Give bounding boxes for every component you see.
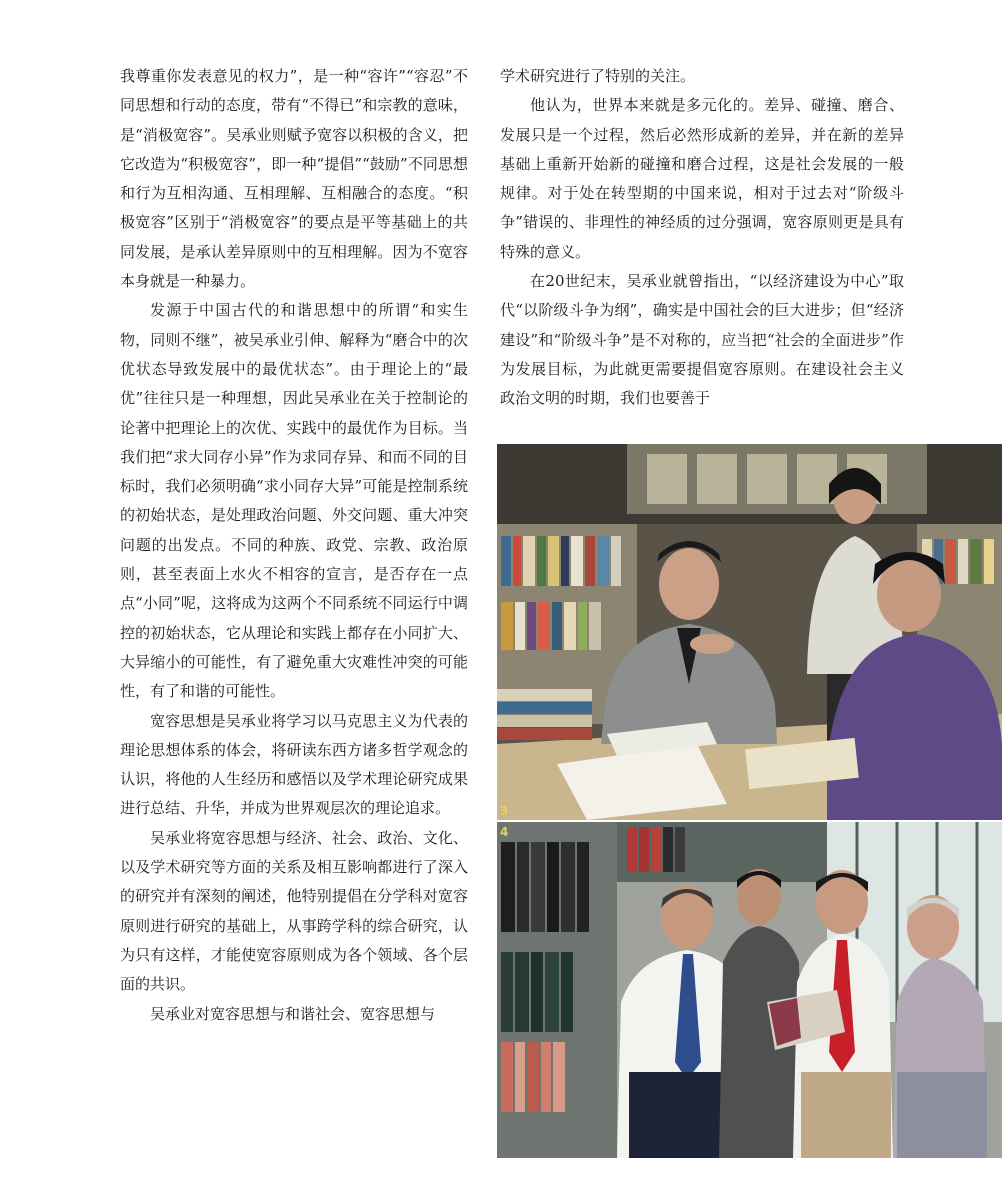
photo-number: 3 [500, 804, 509, 818]
paragraph: 我尊重你发表意见的权力”，是一种“容许”“容忍”不同思想和行动的态度，带有“不得已”和宗教的意味，是“消极宽容”。吴承业则赋予宽容以积极的含义，把它改造为“积极宽容”，即一种“提倡”“鼓励”不同思想和行为互相沟通、互相理解、互相融合的态度。“积极宽容”区别于“消极宽容”的要点是平等基础上的共同发展，是承认差异原则中的互相理解。因为不宽容本身就是一种暴力。 [120, 67, 468, 291]
bookshelf-group-photo [497, 822, 1002, 1158]
right-text-column [500, 62, 904, 414]
photo-number: 4 [500, 825, 509, 839]
paragraph: 他认为，世界本来就是多元化的。差异、碰撞、磨合、发展只是一个过程，然后必然形成新的差异，并在新的差异基础上重新开始新的碰撞和磨合过程，这是社会发展的一般规律。对于处在转型期的中国来说，相对于过去对“阶级斗争”错误的、非理性的神经质的过分强调，宽容原则更是具有特殊的意义。 [500, 96, 904, 261]
paragraph: 发源于中国古代的和谐思想中的所谓“和实生物，同则不继”，被吴承业引伸、解释为“磨合中的次优状态导致发展中的最优状态”。由于理论上的“最优”往往只是一种理想，因此吴承业在关于控制论的论著中把理论上的次优、实践中的最优作为目标。当我们把“求大同存小异”作为求同存异、和而不同的目标时，我们必须明确“求小同存大异”可能是控制系统的初始状态，是处理政治问题、外交问题、重大冲突问题的出发点。不同的种族、政党、宗教、政治原则，甚至表面上水火不相容的宣言，是否存在一点点“小同”呢，这将成为这两个不同系统不同运行中调控的初始状态，它从理论和实践上都存在小同扩大、大异缩小的可能性，有了避免重大灾难性冲突的可能性，有了和谐的可能性。 [120, 301, 468, 701]
paragraph: 吴承业对宽容思想与和谐社会、宽容思想与 [150, 1004, 436, 1023]
paragraph: 在20世纪末，吴承业就曾指出，“以经济建设为中心”取代“以阶级斗争为纲”，确实是中国社会的巨大进步；但“经济建设”和“阶级斗争”是不对称的，应当把“社会的全面进步”作为发展目标，为此就更需要提倡宽容原则。在建设社会主义政治文明的时期，我们也要善于 [500, 272, 904, 408]
paragraph: 宽容思想是吴承业将学习以马克思主义为代表的理论思想体系的体会，将研读东西方诸多哲学观念的认识，将他的人生经历和感悟以及学术理论研究成果进行总结、升华，并成为世界观层次的理论追求。 [120, 711, 468, 818]
left-text-column [120, 62, 468, 1029]
paragraph: 吴承业将宽容思想与经济、社会、政治、文化、以及学术研究等方面的关系及相互影响都进行了深入的研究并有深刻的阐述，他特别提倡在分学科对宽容原则进行研究的基础上，从事跨学科的综合研究，认为只有这样，才能使宽容原则成为各个领域、各个层面的共识。 [120, 828, 468, 994]
paragraph: 学术研究进行了特别的关注。 [500, 67, 696, 85]
photo-illustration [497, 444, 1002, 820]
library-discussion-photo [497, 444, 1002, 820]
photo-illustration [497, 822, 1002, 1158]
